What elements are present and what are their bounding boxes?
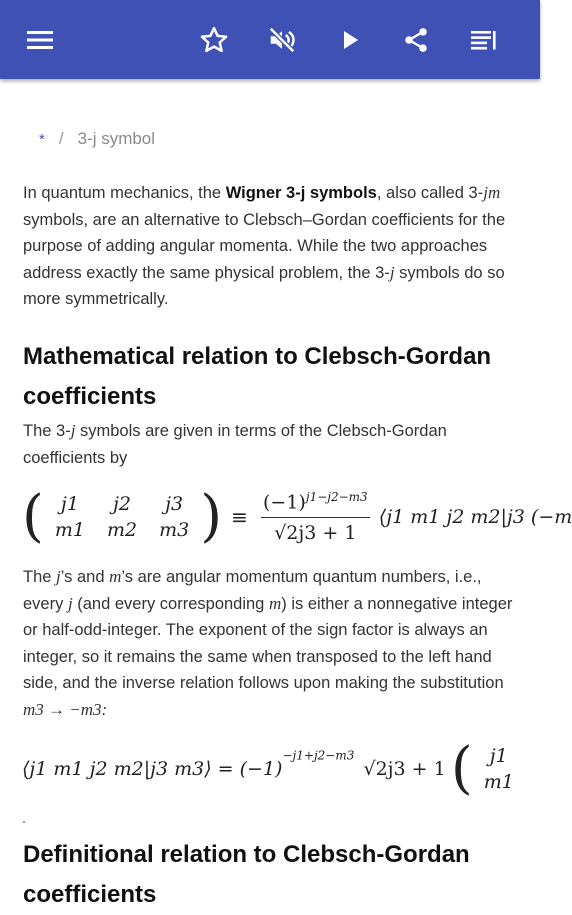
fraction-denominator: √2j3 + 1 [274, 521, 357, 544]
play-button[interactable] [330, 20, 370, 60]
intro-italic: jm [483, 183, 501, 202]
contents-button[interactable] [464, 20, 504, 60]
divider-dot [23, 821, 25, 823]
para-text: The 3- [23, 422, 71, 440]
share-icon [402, 25, 430, 55]
left-paren: ( [450, 736, 473, 801]
3j-matrix [44, 491, 200, 543]
intro-bold-term: Wigner 3-j symbols [225, 184, 377, 202]
fraction-numerator [261, 490, 370, 517]
3j-matrix [473, 743, 525, 795]
breadcrumb-current: 3-j symbol [77, 129, 156, 148]
para-text: The [23, 568, 57, 586]
intro-paragraph [23, 180, 523, 313]
breadcrumb-separator: / [58, 129, 64, 148]
matrix-cell: j1 [60, 493, 79, 515]
para-italic: j [56, 567, 61, 586]
formula-inverse-relation [22, 736, 525, 801]
matrix-cell: j1 [489, 745, 508, 767]
para-italic: j [67, 593, 73, 613]
left-paren: ( [22, 484, 44, 549]
para-text: (and every corresponding [72, 594, 269, 613]
matrix-cell: m3 [159, 519, 190, 541]
matrix-cell: j2 [113, 493, 132, 515]
share-button[interactable] [396, 20, 436, 60]
breadcrumb [39, 129, 155, 149]
intro-text: symbols, are an alternative to Clebsch–Gordan coefficients for the purpose of adding angular momenta. While the two approaches address exactly the same physical problem, the 3- [23, 210, 506, 282]
section-heading: Mathematical relation to Clebsch-Gordan coefficients [23, 343, 492, 410]
para-text: ’s are angular momentum quantum numbers, i.e., every [23, 568, 482, 613]
menu-button[interactable] [20, 20, 60, 60]
sign-exponent: −j1+j2−m3 [282, 748, 355, 763]
mute-button[interactable] [262, 20, 302, 60]
para-text: ) is either a nonnegative integer or half-odd-integer. The exponent of the sign factor is always an integer, so it remains the same when transposed to the left hand side, and the inverse relation follows upon making the substitution [23, 594, 513, 693]
matrix-cell: m1 [483, 771, 514, 793]
volume-off-icon [267, 25, 297, 55]
star-icon [199, 25, 229, 55]
section-paragraph [23, 564, 523, 724]
para-text: symbols are given in terms of the Clebsch-Gordan coefficients by [23, 422, 447, 467]
bookmark-button[interactable] [194, 20, 234, 60]
intro-italic: j [389, 262, 395, 282]
para-italic: m [109, 567, 122, 586]
formula-3j-definition [22, 484, 572, 549]
right-paren: ) [200, 484, 223, 549]
para-italic: j [70, 421, 76, 440]
sqrt-term: √2j3 + 1 [363, 758, 446, 780]
section-heading: Definitional relation to Clebsch-Gordan coefficients [23, 841, 470, 908]
app-toolbar [0, 0, 540, 79]
article-content [0, 79, 572, 908]
section-paragraph [23, 418, 523, 471]
breadcrumb-home[interactable]: * [39, 131, 45, 148]
sign-fraction [261, 490, 370, 543]
intro-text: In quantum mechanics, the [23, 184, 226, 202]
para-italic: m [268, 593, 282, 613]
intro-text: symbols do so more symmetrically. [23, 263, 505, 309]
menu-icon [27, 30, 53, 50]
clebsch-gordan-bracket: ⟨j1 m1 j2 m2|j3 (−m [378, 506, 572, 528]
clebsch-gordan-bracket: ⟨j1 m1 j2 m2|j3 m3⟩ = (−1) [22, 758, 283, 780]
play-icon [339, 28, 361, 52]
intro-text: , also called 3- [376, 184, 484, 202]
numerator-exponent: j1−j2−m3 [305, 490, 368, 505]
para-text: ’s and [60, 568, 110, 586]
matrix-cell: m2 [106, 519, 138, 541]
matrix-cell: j3 [165, 493, 184, 515]
numerator-base: (−1) [263, 491, 306, 514]
matrix-cell: m1 [54, 519, 85, 541]
list-icon [471, 30, 497, 50]
para-math-inline: m3 → −m3: [23, 699, 108, 719]
equiv-sign: ≡ [231, 505, 248, 529]
